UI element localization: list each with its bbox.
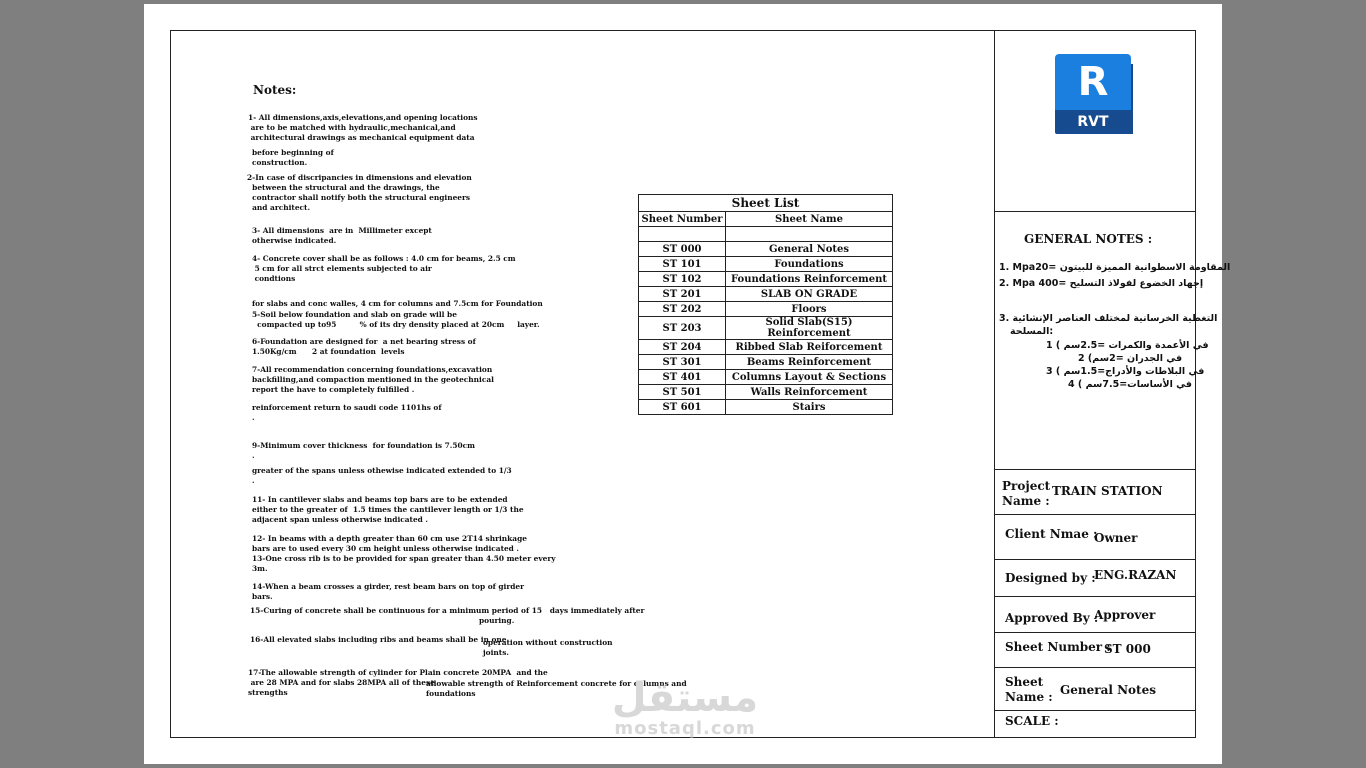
note-14: 14-When a beam crosses a girder, rest beam bars on top of girder bars.	[252, 582, 525, 601]
title-block-line	[995, 559, 1195, 560]
title-block-line	[995, 514, 1195, 515]
sheet-number-cell: ST 202	[639, 302, 726, 317]
sheet-name-cell: Floors	[726, 302, 893, 317]
designed-by-label: Designed by :	[1005, 571, 1096, 585]
table-row	[639, 340, 893, 355]
general-notes-title: GENERAL NOTES :	[1024, 232, 1153, 246]
general-note-line: 3. التغطية الخرسانية لمختلف العناصر الإنشائية	[999, 313, 1218, 324]
table-spacer-cell	[639, 227, 726, 242]
sheet-name-cell: General Notes	[726, 242, 893, 257]
note-9: 9-Minimum cover thickness for foundation is 7.50cm .	[252, 441, 475, 460]
note-4: 4- Concrete cover shall be as follows : 4.0 cm for beams, 2.5 cm 5 cm for all strct elements subjected to air condtions	[252, 254, 516, 283]
note-5: 5-Soil below foundation and slab on grade will be compacted up to95 % of its dry density placed at 20cm layer.	[252, 310, 540, 329]
note-17: 17-The allowable strength of cylinder for Plain concrete 20MPA and the are 28 MPA and for slabs 28MPA all of these strengths	[248, 668, 548, 697]
note-7: 7-All recommendation concerning foundations,excavation backfilling,and compaction mentioned in the geotechnical report the have to completely fulfilled .	[252, 365, 494, 394]
approved-by-value: Approver	[1094, 608, 1156, 622]
watermark-arabic: مستقل	[611, 675, 759, 721]
general-note-line: 4 ( في الأساسات=7.5سم	[1068, 379, 1193, 390]
sheet-name-cell: Solid Slab(S15) Reinforcement	[726, 317, 893, 340]
note-1-cont: before beginning of construction.	[252, 148, 334, 167]
sheet-name-cell: SLAB ON GRADE	[726, 287, 893, 302]
table-row	[639, 400, 893, 415]
approved-by-label: Approved By :	[1005, 611, 1099, 625]
sheet-number-label: Sheet Number :	[1005, 640, 1111, 654]
note-12: 12- In beams with a depth greater than 60 cm use 2T14 shrinkage bars are to used every 30 cm height unless otherwise indicated . 13-One cross rib is to be provided for span greater than 4.50 meter every 3m.	[252, 534, 556, 573]
project-name-label: Project Name :	[1002, 479, 1051, 508]
sheet-number-cell: ST 203	[639, 317, 726, 340]
sheet-list-table	[638, 194, 893, 415]
title-block-line	[995, 211, 1195, 212]
table-row	[639, 302, 893, 317]
notes-title: Notes:	[253, 83, 297, 97]
table-row	[639, 370, 893, 385]
sheet-name-label: Sheet Name :	[1005, 675, 1053, 704]
sheet-name-cell: Foundations	[726, 257, 893, 272]
sheet-number-cell: ST 301	[639, 355, 726, 370]
client-name-label: Client Nmae :	[1005, 527, 1098, 541]
general-note-line: 1 ( في الأعمدة والكمرات =2.5سم	[1046, 340, 1209, 351]
sheet-name-cell: Ribbed Slab Reiforcement	[726, 340, 893, 355]
note-3: 3- All dimensions are in Millimeter except otherwise indicated.	[252, 226, 432, 245]
mostaql-watermark	[600, 676, 770, 738]
sheet-name-cell: Foundations Reinforcement	[726, 272, 893, 287]
table-spacer-cell	[726, 227, 893, 242]
note-1: 1- All dimensions,axis,elevations,and opening locations are to be matched with hydraulic,mechanical,and architectural drawings as mechanical equipment data	[248, 113, 478, 142]
title-block-line	[995, 710, 1195, 711]
general-note-line: 3 ( في البلاطات والأدراج=1.5سم	[1046, 366, 1205, 377]
sheet-name-value: General Notes	[1060, 683, 1156, 697]
note-2: 2-In case of discripancies in dimensions and elevation between the structural and the drawings, the contractor shall notify both the structural engineers and architect.	[247, 173, 472, 212]
note-4-cont: for slabs and conc walles, 4 cm for columns and 7.5cm for Foundation	[252, 299, 543, 308]
note-11: 11- In cantilever slabs and beams top bars are to be extended either to the greater of 1.5 times the cantilever length or 1/3 the adjacent span unless otherwise indicated .	[252, 495, 524, 524]
sheet-list-title: Sheet List	[639, 195, 893, 212]
sheet-number-cell: ST 000	[639, 242, 726, 257]
title-block-line	[995, 632, 1195, 633]
sheet-name-cell: Beams Reinforcement	[726, 355, 893, 370]
sheet-number-cell: ST 401	[639, 370, 726, 385]
scale-label: SCALE :	[1005, 714, 1059, 728]
table-row	[639, 355, 893, 370]
title-block-line	[995, 469, 1195, 470]
logo-label: RVT	[1055, 110, 1131, 134]
sheet-number-cell: ST 201	[639, 287, 726, 302]
note-8: reinforcement return to saudi code 1101hs of .	[252, 403, 442, 422]
sheet-name-cell: Walls Reinforcement	[726, 385, 893, 400]
general-note-line: 2 (في الجدران =2سم	[1078, 353, 1183, 364]
sheet-name-cell: Columns Layout & Sections	[726, 370, 893, 385]
sheet-number-cell: ST 101	[639, 257, 726, 272]
table-row	[639, 317, 893, 340]
designed-by-value: ENG.RAZAN	[1094, 568, 1177, 582]
note-10: greater of the spans unless othewise indicated extended to 1/3 .	[252, 466, 512, 485]
title-block-line	[995, 667, 1195, 668]
general-note-line: المسلحة:	[1010, 326, 1054, 337]
revit-logo	[1055, 54, 1135, 136]
note-16: 16-All elevated slabs including ribs and beams shall be in one	[250, 635, 507, 644]
column-header-sheet-name: Sheet Name	[726, 212, 893, 227]
title-block-line	[995, 596, 1195, 597]
table-row	[639, 385, 893, 400]
sheet-number-cell: ST 601	[639, 400, 726, 415]
sheet-name-cell: Stairs	[726, 400, 893, 415]
table-row	[639, 272, 893, 287]
sheet-number-cell: ST 204	[639, 340, 726, 355]
table-row	[639, 287, 893, 302]
watermark-latin: mostaql.com	[614, 718, 756, 739]
client-name-value: Owner	[1094, 531, 1138, 545]
note-17-cont: allowable strength of Reinforcement concrete for columns and foundations	[426, 679, 687, 698]
note-6: 6-Foundation are designed for a net bearing stress of 1.50Kg/cm 2 at foundation levels	[252, 337, 476, 356]
sheet-number-value: ST 000	[1104, 642, 1151, 656]
note-16-cont: operation without construction joints.	[483, 638, 613, 657]
project-name-value: TRAIN STATION	[1052, 484, 1163, 498]
sheet-number-cell: ST 501	[639, 385, 726, 400]
sheet-number-cell: ST 102	[639, 272, 726, 287]
general-note-line: 2. Mpa 400= إجهاد الخضوع لفولاذ التسليح	[999, 278, 1204, 289]
note-15: 15-Curing of concrete shall be continuous for a minimum period of 15 days immediately after pouring.	[250, 606, 645, 625]
table-row	[639, 242, 893, 257]
table-row	[639, 257, 893, 272]
column-header-sheet-number: Sheet Number	[639, 212, 726, 227]
general-note-line: 1. Mpa20= المقاومة الاسطوانية المميزة للبيتون	[999, 262, 1231, 273]
logo-letter: R	[1055, 54, 1131, 110]
